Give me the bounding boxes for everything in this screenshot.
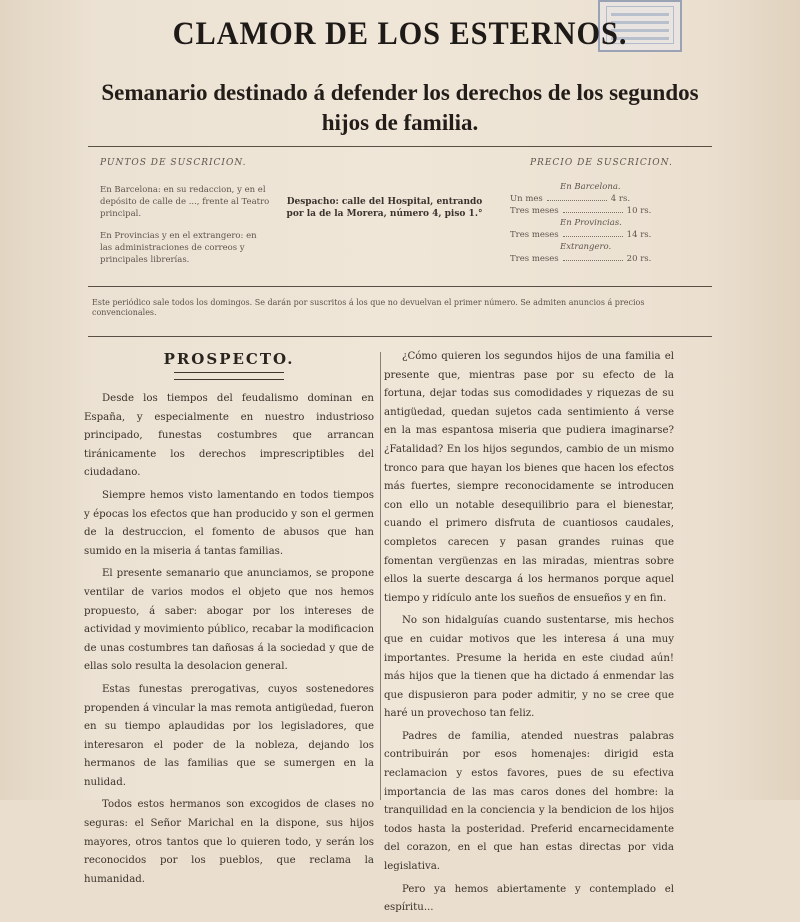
notice-rule <box>88 336 712 337</box>
price-row <box>510 230 651 240</box>
prospectus-title: PROSPECTO. <box>163 350 295 368</box>
points-left-2: En Provincias y en el extrangero: en las administraciones de correos y principales librerías. <box>100 231 257 265</box>
price-period: Un mes <box>510 194 543 204</box>
leader-dots <box>547 200 607 201</box>
left-column <box>84 348 374 893</box>
price-row <box>510 194 630 204</box>
points-left-1: En Barcelona: en su redaccion, y en el depósito de calle de ..., frente al Teatro principal. <box>100 185 270 219</box>
publication-notice: Este periódico sale todos los domingos. Se darán por suscritos á los que no devuelvan el primer número. Se admiten anuncios á precios convencionales. <box>92 298 645 317</box>
price-period: Tres meses <box>510 206 559 216</box>
leader-dots <box>563 260 623 261</box>
article-paragraph: El presente semanario que anunciamos, se propone ventilar de varios modos el objeto que nos hemos propuesto, á saber: abogar por los intereses de actividad y movimiento público, recabar la modificacion de unas costumbres tan dañosas á la sociedad y que de ellas solo resulta la desolacion general. <box>84 568 374 673</box>
price-row <box>560 242 611 252</box>
leader-dots <box>563 236 623 237</box>
right-column <box>384 348 674 922</box>
article-paragraph: Todos estos hermanos son excogidos de clases no seguras: el Señor Marichal en la dispone, sus hijos mayores, otros tantos que lo quieren todo, y serán los reconocidos por los pueblos, que reclama la humanidad. <box>84 799 374 885</box>
masthead-subtitle: Semanario destinado á defender los derechos de los segundos hijos de familia. <box>101 80 699 135</box>
header-rule-bottom <box>88 286 712 287</box>
price-row <box>510 206 651 216</box>
price-region: En Barcelona. <box>560 182 621 192</box>
price-amount: 10 rs. <box>626 206 652 216</box>
masthead-title: CLAMOR DE LOS ESTERNOS. <box>172 16 628 52</box>
article-paragraph: Pero ya hemos abiertamente y contemplado el espíritu... <box>384 883 674 914</box>
article-paragraph: Estas funestas prerogativas, cuyos sostenedores propenden á vincular la mas remota antigüedad, fueron en su tiempo aplaudidas por los legisladores, que interesaron el poder de la nobleza, dejando los hermanos de las familias que se sumergen en la nulidad. <box>84 683 374 788</box>
office-address: Despacho: calle del Hospital, entrando por la de la Morera, número 4, piso 1.° <box>286 197 483 219</box>
points-heading: PUNTOS DE SUSCRICION. <box>100 158 247 168</box>
price-region: Extrangero. <box>560 242 612 252</box>
price-period: Tres meses <box>510 254 559 264</box>
price-region: En Provincias. <box>560 218 622 228</box>
price-row <box>560 218 622 228</box>
price-amount: 14 rs. <box>626 230 652 240</box>
leader-dots <box>563 212 623 213</box>
article-paragraph: No son hidalguías cuando sustentarse, mis hechos que en cuidar motivos que les interesa á una muy importantes. Presume la herida en este ciudad aún! más hijos que la tienen que ha dictado á enmendar las que dispusieron para poder admitir, y no se cree que haré un provechoso tan feliz. <box>384 615 674 720</box>
article-paragraph: Siempre hemos visto lamentando en todos tiempos y épocas los efectos que han producido y son el germen de la destruccion, el fomento de abusos que han sumido en la miseria á tantas familias. <box>84 489 374 557</box>
price-row <box>510 254 651 264</box>
article-paragraph: Desde los tiempos del feudalismo dominan en España, y especialmente en nuestro industrioso principado, funestas costumbres que arrancan tiránicamente los derechos imprescriptibles del ciudadano. <box>84 393 374 479</box>
prices-heading: PRECIO DE SUSCRICION. <box>530 158 673 168</box>
article-paragraph: Padres de familia, atended nuestras palabras contribuirán por esos homenajes: dirigid esta reclamacion y estos favores, pues de su efectiva importancia de las mas caros dones del hombre: la tranquilidad en la conciencia y la bendicion de los hijos todos hasta la posteridad. Preferid encarnecidamente del corazon, en el que han estas directas por vida legislativa. <box>384 730 674 873</box>
price-amount: 4 rs. <box>610 194 631 204</box>
price-amount: 20 rs. <box>626 254 652 264</box>
header-rule-top <box>88 146 712 147</box>
price-period: Tres meses <box>510 230 559 240</box>
price-row <box>560 182 621 192</box>
column-divider <box>380 352 381 800</box>
title-ornament <box>174 372 284 380</box>
article-paragraph: ¿Cómo quieren los segundos hijos de una familia el presente que, mientras pase por su efecto de la fortuna, dejar todas sus comodidades y riquezas de su antigüedad, quedan sujetos cada sentimiento á verse en la mas espantosa miseria que pudiera imaginarse? ¿Fatalidad? En los hijos segundos, cambio de un mismo tronco para que hayan los bienes que hacen los efectos más fuertes, siempre reconocidamente se introducen con ello un notable desequilibrio para el bienestar, cuando el primero disfruta de cuantiosos caudales, completos carecen y pasan grandes ruinas que fomentan vergüenzas en las miradas, mientras sobre ellos la suerte descarga á los hermanos porque aquel tiempo y ridículo ante los sueños de ensueños y en fin. <box>384 351 674 604</box>
